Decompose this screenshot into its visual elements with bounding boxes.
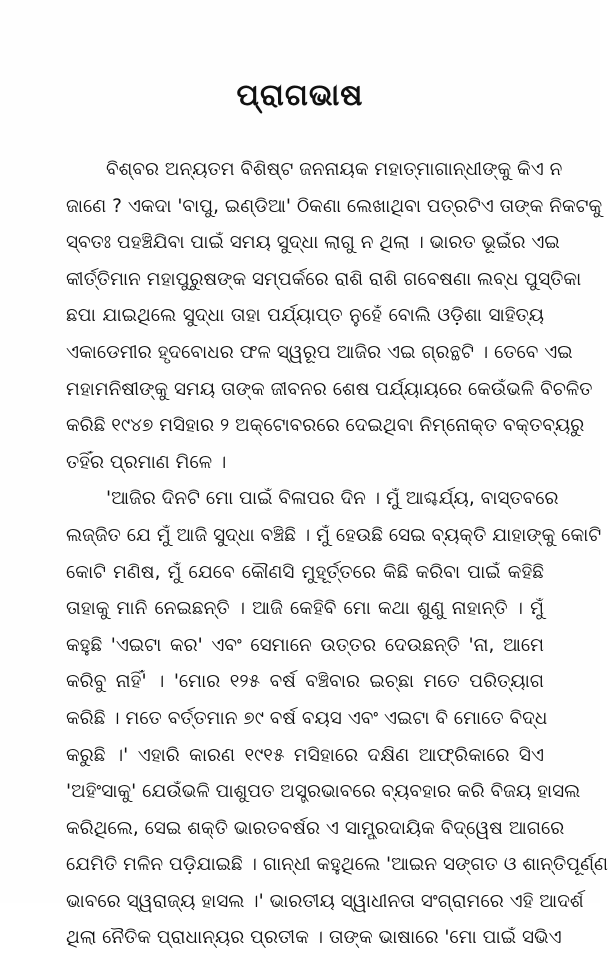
- text-line: କରିବୁ ନାହିଁ' । 'ମୋର ୧୨୫ ବର୍ଷ ବଞ୍ଚିବାର ଇଚ୍ଛା ମତେ ପରିତ୍ୟାଗ: [66, 671, 544, 693]
- text-line: କରିଛି ୧୯୪୭ ମସିହାର ୨ ଅକ୍ଟୋବରରେ ଦେଇଥିବା ନିମ୍ନୋକ୍ତ ବକ୍ତବ୍ୟରୁ: [66, 415, 585, 437]
- text-line: 'ଅହିଂସାକୁ' ଯେଉଁଭଳି ପାଶୁପତ ଅସ୍ତ୍ରଭାବରେ ବ୍ୟବହାର କରି ବିଜୟ ହାସଲ: [66, 781, 581, 803]
- text-line: କରୁଛି ।' ଏହାରି କାରଣ ୧୯୧୫ ମସିହାରେ ଦକ୍ଷିଣ ଆଫ୍ରିକାରେ ସିଏ: [66, 744, 544, 766]
- paragraph-2: [66, 481, 608, 957]
- text-line: କୋଟି ମଣିଷ, ମୁଁ ଯେବେ କୌଣସି ମୁହୂର୍ତ୍ତରେ କିଛି କରିବା ପାଇଁ କହିଛି: [66, 561, 544, 583]
- text-line: ଯେମିତି ମଳିନ ପଡ଼ିଯାଇଛି । ଗାନ୍ଧୀ କହୁଥିଲେ 'ଆଇନ ସଙ୍ଗତ ଓ ଶାନ୍ତିପୂର୍ଣ୍ଣ: [66, 854, 608, 876]
- text-line: ଥିଲା ନୈତିକ ପ୍ରାଧାନ୍ୟର ପ୍ରତୀକ । ତାଙ୍କ ଭାଷାରେ 'ମୋ ପାଇଁ ସଭିଏ: [66, 927, 562, 949]
- text-line: ଭାବରେ ସ୍ୱରାଜ୍ୟ ହାସଲ ।' ଭାରତୀୟ ସ୍ୱାଧୀନତା ସଂଗ୍ରାମରେ ଏହି ଆଦର୍ଶ: [66, 890, 584, 912]
- body-text: [66, 152, 608, 957]
- text-line: ତହିଁର ପ୍ରମାଣ ମିଳେ ।: [66, 451, 227, 473]
- text-line: ମହାମନିଷୀଙ୍କୁ ସମୟ ତାଙ୍କ ଜୀବନର ଶେଷ ପର୍ଯ୍ୟାୟରେ କେଉଁଭଳି ବିଚଳିତ: [66, 378, 593, 400]
- text-line: ଜାଣେ ? ଏକଦା 'ବାପୁ, ଇଣ୍ଡିଆ' ଠିକଣା ଲେଖାଥିବା ପତ୍ରଟିଏ ତାଙ୍କ ନିକଟକୁ: [66, 195, 603, 217]
- text-line: ଛପା ଯାଇଥିଲେ ସୁଦ୍ଧା ତାହା ପର୍ଯ୍ୟାପ୍ତ ନୁହେଁ ବୋଲି ଓଡ଼ିଶା ସାହିତ୍ୟ: [66, 305, 544, 327]
- text-line: ତାହାକୁ ମାନି ନେଇଛନ୍ତି । ଆଜି କେହିବି ମୋ କଥା ଶୁଣୁ ନାହାନ୍ତି । ମୁଁ: [66, 598, 544, 620]
- text-line: କହୁଛି 'ଏଇଟା କର' ଏବଂ ସେମାନେ ଉତ୍ତର ଦେଉଛନ୍ତି 'ନା, ଆମେ: [66, 634, 544, 656]
- text-line: କରିଥିଲେ, ସେଇ ଶକ୍ତି ଭାରତବର୍ଷର ଏ ସାମ୍ପ୍ରଦାୟିକ ବିଦ୍ୱେଷ ଆଗରେ: [66, 817, 565, 839]
- paragraph-1: [66, 152, 603, 481]
- text-line: କରିଛି । ମତେ ବର୍ତ୍ତମାନ ୭୯ ବର୍ଷ ବୟସ ଏବଂ ଏଇଟା ବି ମୋତେ ବିଦ୍ଧ: [66, 707, 548, 729]
- text-line: ସ୍ବତଃ ପହଞ୍ଚିଯିବା ପାଇଁ ସମୟ ସୁଦ୍ଧା ଲାଗୁ ନ ଥିଲା । ଭାରତ ଭୂଇଁର ଏଇ: [66, 232, 560, 254]
- text-line: ଏକାଡେମୀର ହୃଦବୋଧର ଫଳ ସ୍ୱରୂପ ଆଜିର ଏଇ ଗ୍ରନ୍ଥଟି । ତେବେ ଏଇ: [66, 341, 573, 363]
- text-line: ବିଶ୍ବର ଅନ୍ୟତମ ବିଶିଷ୍ଟ ଜନନାୟକ ମହାତ୍ମାଗାନ୍ଧୀଙ୍କୁ କିଏ ନ: [106, 159, 563, 180]
- text-line: କୀର୍ତ୍ତିମାନ ମହାପୁରୁଷଙ୍କ ସମ୍ପର୍କରେ ରାଶି ରାଶି ଗବେଷଣା ଲବ୍ଧ ପୁସ୍ତିକା: [66, 268, 582, 290]
- text-line: ଲଜ୍ଜିତ ଯେ ମୁଁ ଆଜି ସୁଦ୍ଧା ବଞ୍ଚିଛି । ମୁଁ ହେଉଛି ସେଇ ବ୍ୟକ୍ତି ଯାହାଙ୍କୁ କୋଟି: [66, 524, 602, 546]
- text-line: 'ଆଜିର ଦିନଟି ମୋ ପାଇଁ ବିଳାପର ଦିନ । ମୁଁ ଆଶ୍ଚର୍ଯ୍ୟ, ବାସ୍ତବରେ: [106, 488, 559, 510]
- page-title: ପ୍ରାଗଭାଷ: [236, 78, 364, 113]
